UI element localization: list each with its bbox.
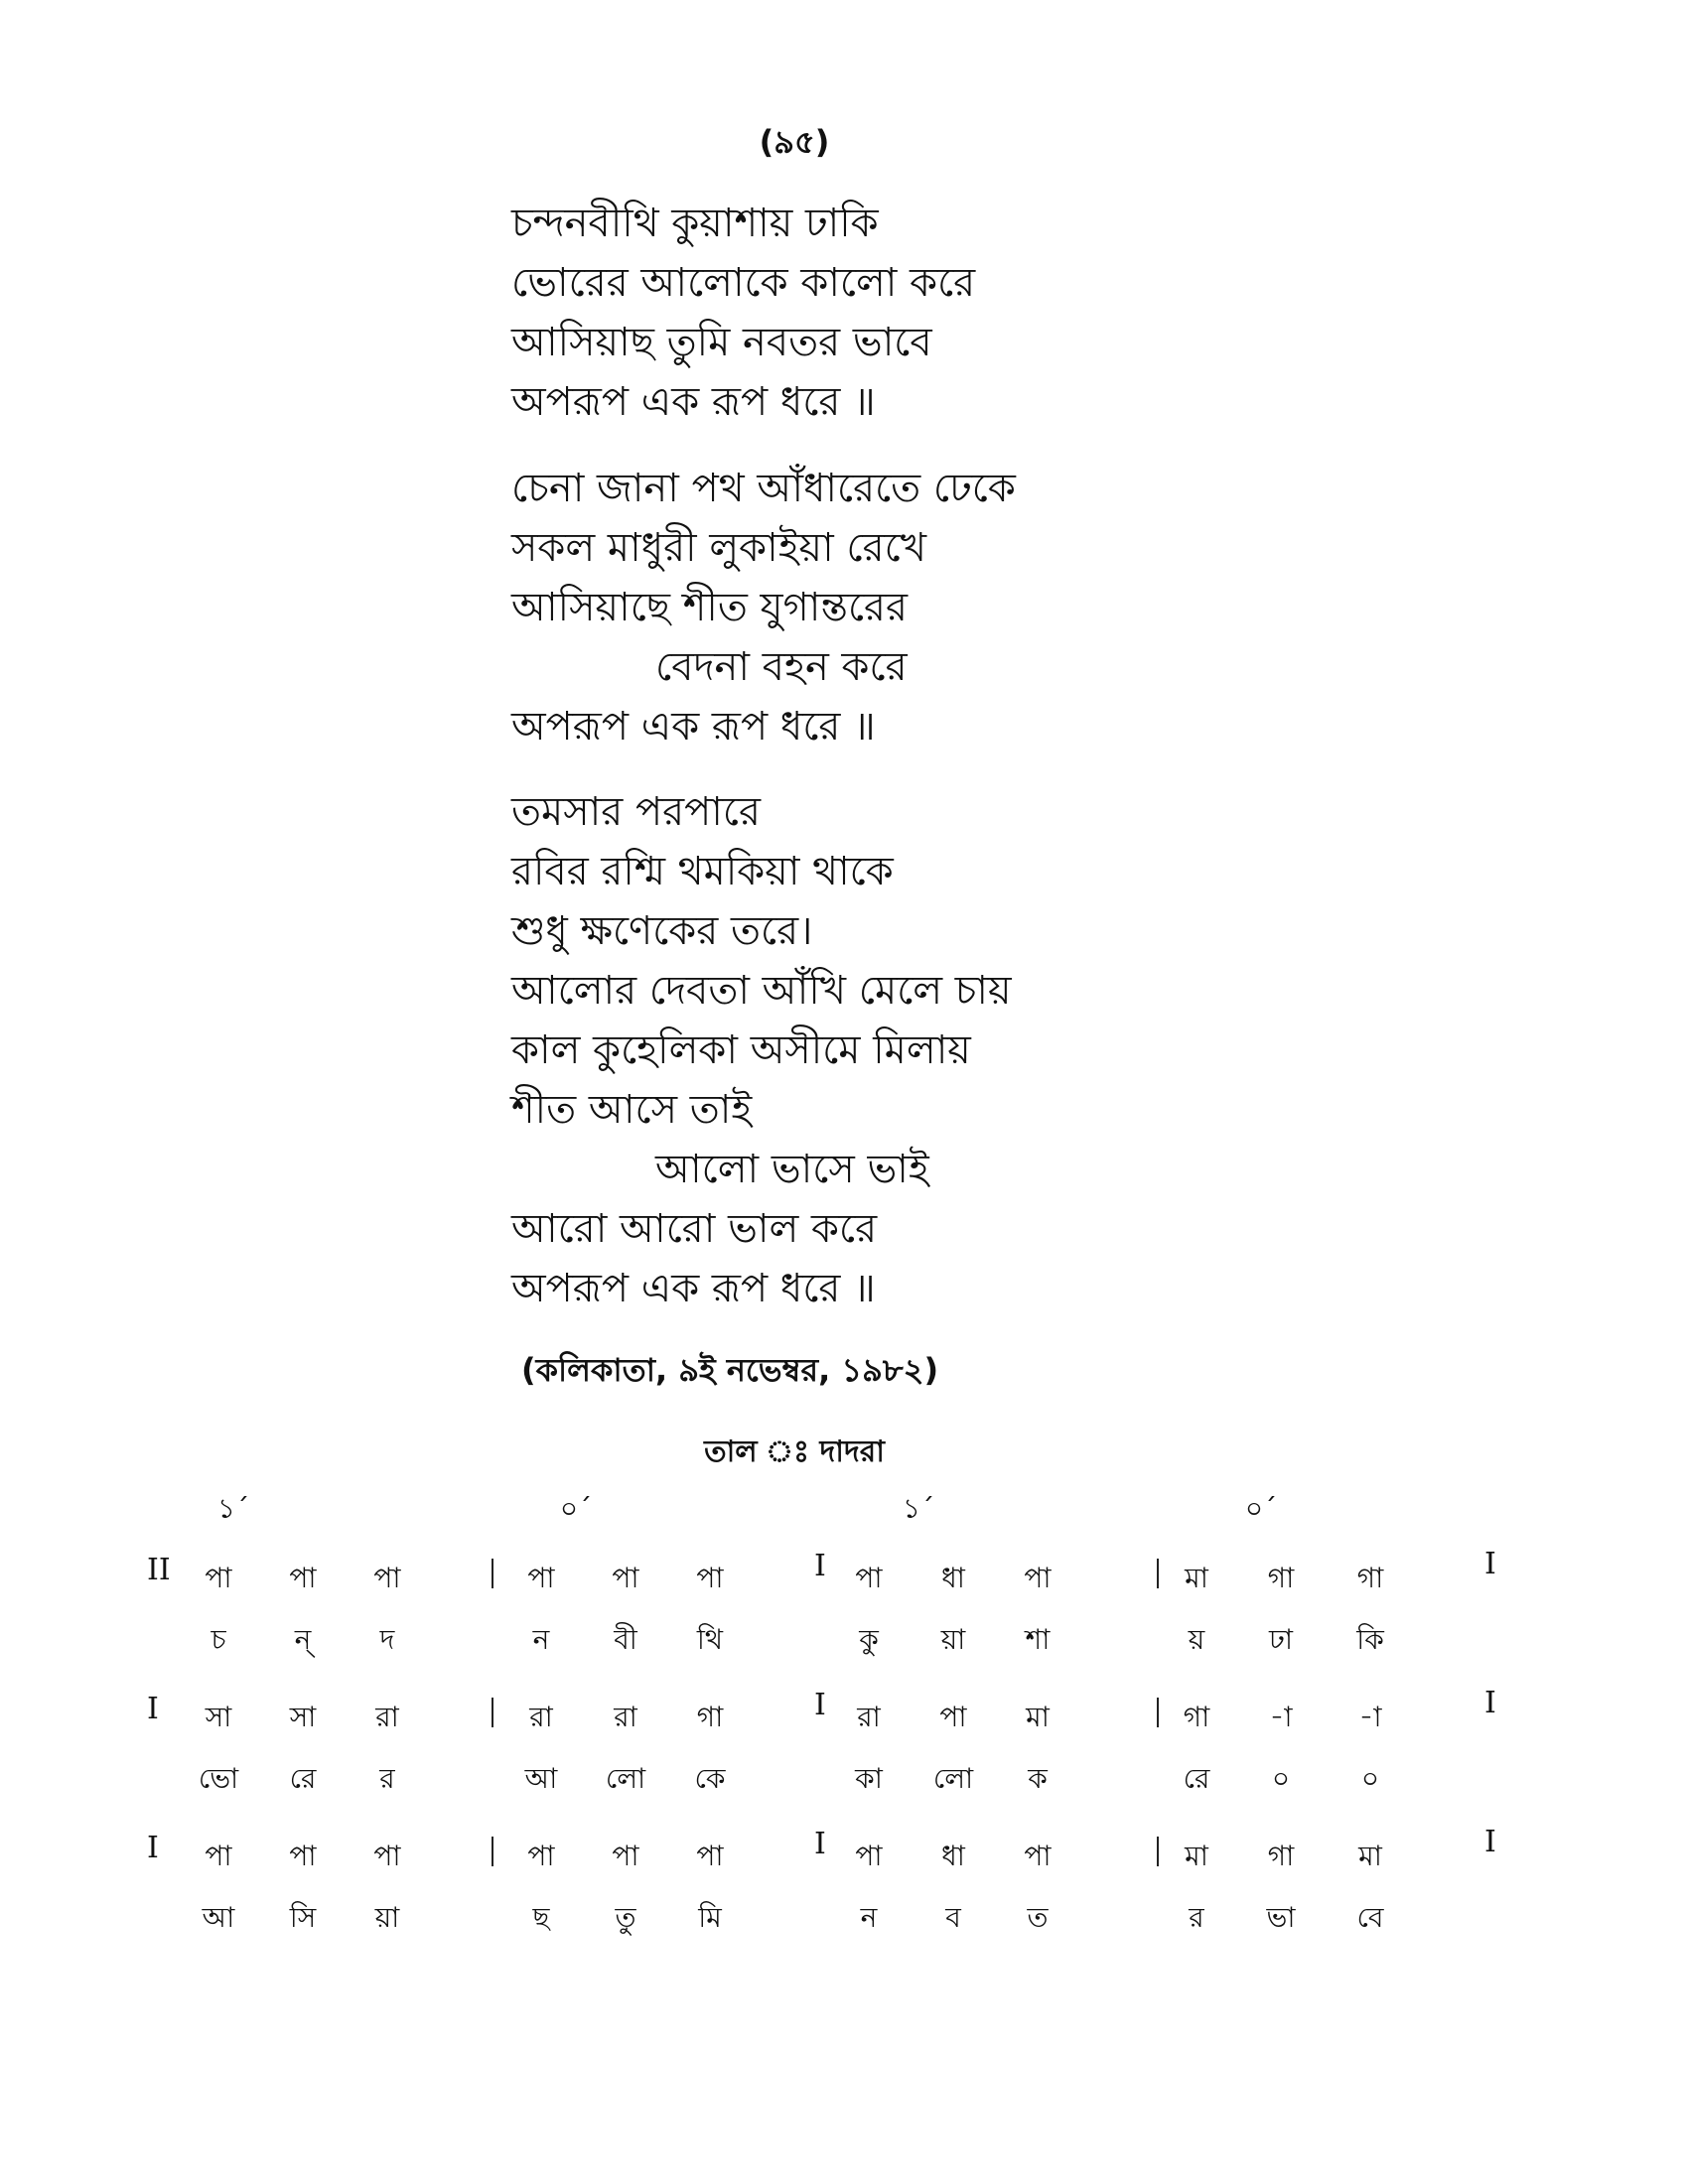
lyric-syllable: কা [855, 1762, 883, 1795]
lyric-syllable: দ [379, 1623, 395, 1656]
swara-note: ধা [941, 1562, 965, 1594]
lyric-syllable: ত [1027, 1901, 1049, 1934]
start-barline: I [147, 1831, 159, 1865]
poem-line: বেদনা বহন করে [655, 644, 908, 690]
lyric-syllable: আ [524, 1762, 558, 1795]
swara-note: পা [205, 1840, 232, 1872]
dateline: (কলিকাতা, ৯ই নভেম্বর, ১৯৮২) [521, 1351, 939, 1389]
swara-note: পা [373, 1840, 401, 1872]
poem-line: অপরূপ এক রূপ ধরে ॥ [511, 704, 876, 750]
swara-note: -া [1269, 1701, 1293, 1733]
swara-note: পা [205, 1562, 232, 1594]
swara-note: পা [289, 1562, 317, 1594]
lyric-syllable: চ [211, 1623, 226, 1656]
start-barline: II [147, 1553, 171, 1587]
lyric-syllable: কু [859, 1623, 879, 1656]
poem-line: আসিয়াছে শীত যুগান্তরের [511, 585, 909, 630]
lyric-syllable: য়া [940, 1623, 966, 1656]
poem-line: আলো ভাসে ভাই [655, 1147, 929, 1192]
lyric-syllable: আ [202, 1901, 235, 1934]
mid-barline: I [814, 1549, 826, 1583]
beat-marker: ১´ [902, 1492, 935, 1525]
lyric-syllable: ০ [1360, 1762, 1380, 1795]
swara-note: পা [527, 1562, 555, 1594]
start-barline: I [147, 1692, 159, 1726]
swara-note: পা [939, 1701, 967, 1733]
beat-divider [1157, 1837, 1159, 1866]
swara-note: পা [527, 1840, 555, 1872]
lyric-syllable: ০ [1271, 1762, 1291, 1795]
lyric-syllable: ব [945, 1901, 961, 1934]
swara-note: মা [1185, 1562, 1208, 1594]
poem-line: অপরূপ এক রূপ ধরে ॥ [511, 379, 876, 425]
poem-line: চন্দনবীথি কুয়াশায় ঢাকি [511, 201, 879, 246]
lyric-syllable: লো [605, 1762, 646, 1795]
swara-note: রা [857, 1701, 881, 1733]
lyric-syllable: তু [615, 1901, 636, 1934]
lyric-syllable: ভো [198, 1762, 239, 1795]
swara-note: পা [612, 1562, 639, 1594]
lyric-syllable: কি [1356, 1623, 1384, 1656]
poem-line: সকল মাধুরী লুকাইয়া রেখে [511, 525, 926, 571]
beat-marker: ১´ [216, 1492, 250, 1525]
poem-line: শুধু ক্ষণেকের তরে। [511, 908, 813, 954]
swara-note: পা [1024, 1562, 1052, 1594]
swara-note: গা [696, 1701, 724, 1733]
beat-divider [1157, 1559, 1159, 1588]
lyric-syllable: ক [1028, 1762, 1048, 1795]
end-barline: I [1484, 1547, 1496, 1581]
stanza-1 [511, 194, 975, 432]
lyric-syllable: রে [1183, 1762, 1210, 1795]
taal-label: তাল ঃ দাদরা [704, 1434, 885, 1469]
page-number: (৯৫) [759, 123, 830, 161]
beat-marker: ০´ [559, 1492, 593, 1525]
beat-divider [1157, 1698, 1159, 1727]
swara-note: পা [1024, 1840, 1052, 1872]
swara-note: গা [1356, 1562, 1384, 1594]
beat-divider [492, 1698, 493, 1727]
lyric-syllable: ঢা [1269, 1623, 1293, 1656]
poem-line: রবির রশ্মি থমকিয়া থাকে [511, 849, 894, 894]
lyric-syllable: লো [932, 1762, 974, 1795]
beat-marker: ০´ [1244, 1492, 1278, 1525]
lyric-syllable: ন [532, 1623, 550, 1656]
swara-note: গা [1267, 1562, 1295, 1594]
mid-barline: I [814, 1688, 826, 1722]
lyric-syllable: য় [1188, 1623, 1205, 1656]
lyric-syllable: র [379, 1762, 395, 1795]
notation-table [0, 1477, 1688, 1974]
beat-divider [492, 1837, 493, 1866]
lyric-syllable: বী [614, 1623, 637, 1656]
lyric-syllable: বে [1356, 1901, 1384, 1934]
lyric-syllable: সি [289, 1901, 317, 1934]
swara-note: পা [696, 1562, 724, 1594]
poem-line: শীত আসে তাই [511, 1087, 753, 1133]
swara-note: ধা [941, 1840, 965, 1872]
mid-barline: I [814, 1827, 826, 1861]
poem-line: ভোরের আলোকে কালো করে [511, 260, 976, 306]
poem-line: আলোর দেবতা আঁখি মেলে চায় [511, 968, 1012, 1014]
swara-note: সা [289, 1701, 317, 1733]
lyric-syllable: য়া [374, 1901, 400, 1934]
swara-note: রা [529, 1701, 553, 1733]
end-barline: I [1484, 1686, 1496, 1720]
swara-note: রা [375, 1701, 399, 1733]
swara-note: গা [1267, 1840, 1295, 1872]
lyric-syllable: ন্ [294, 1623, 312, 1656]
lyric-syllable: শা [1025, 1623, 1051, 1656]
poem-line: কাল কুহেলিকা অসীমে মিলায় [511, 1027, 971, 1073]
swara-note: সা [205, 1701, 232, 1733]
stanza-2 [511, 459, 1016, 756]
swara-note: গা [1183, 1701, 1210, 1733]
swara-note: -া [1358, 1701, 1382, 1733]
poem-line: আরো আরো ভাল করে [511, 1206, 878, 1252]
swara-note: পা [373, 1562, 401, 1594]
stanza-3 [511, 782, 1012, 1318]
swara-note: পা [696, 1840, 724, 1872]
poem-line: তমসার পরপারে [511, 789, 761, 835]
lyric-syllable: ভা [1266, 1901, 1296, 1934]
lyric-syllable: মি [698, 1901, 722, 1934]
lyric-syllable: রে [289, 1762, 317, 1795]
swara-note: মা [1358, 1840, 1382, 1872]
lyric-syllable: র [1189, 1901, 1204, 1934]
lyric-syllable: ছ [532, 1901, 550, 1934]
swara-note: পা [289, 1840, 317, 1872]
end-barline: I [1484, 1825, 1496, 1859]
lyric-syllable: কে [694, 1762, 726, 1795]
swara-note: পা [855, 1840, 883, 1872]
lyric-syllable: থি [696, 1623, 724, 1656]
swara-note: মা [1185, 1840, 1208, 1872]
swara-note: পা [855, 1562, 883, 1594]
swara-note: মা [1026, 1701, 1050, 1733]
swara-note: রা [614, 1701, 637, 1733]
lyric-syllable: ন [860, 1901, 878, 1934]
beat-divider [492, 1559, 493, 1588]
poem-line: আসিয়াছ তুমি নবতর ভাবে [511, 320, 932, 365]
poem-line: অপরূপ এক রূপ ধরে ॥ [511, 1266, 876, 1311]
poem-line: চেনা জানা পথ আঁধারেতে ঢেকে [511, 466, 1016, 511]
swara-note: পা [612, 1840, 639, 1872]
